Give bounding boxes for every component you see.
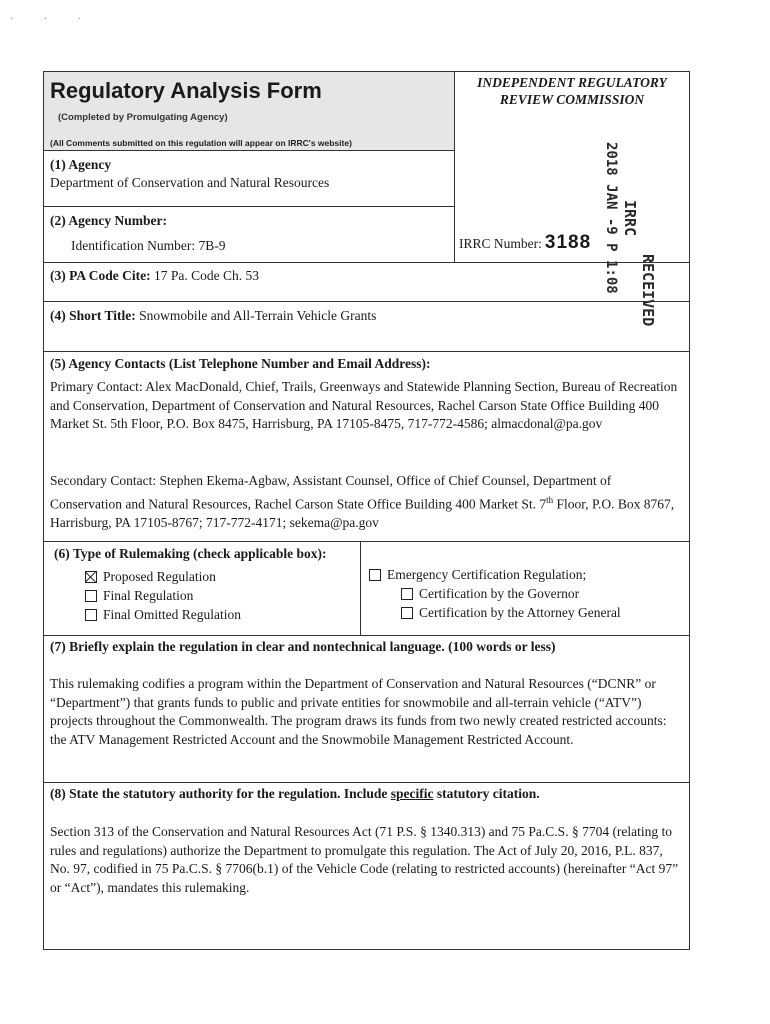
- option-cert-ag[interactable]: [401, 605, 621, 621]
- title-block: [44, 72, 454, 150]
- final-label: Final Regulation: [103, 588, 194, 603]
- authority-label-a: (8) State the statutory authority for the regulation. Include: [50, 786, 391, 801]
- cert-governor-checkbox[interactable]: [401, 588, 413, 600]
- final-omitted-checkbox[interactable]: [85, 609, 97, 621]
- cert-ag-label: Certification by the Attorney General: [419, 605, 621, 620]
- received-stamp-text: RECEIVED: [639, 254, 657, 327]
- irrc-heading-line2: REVIEW COMMISSION: [499, 92, 645, 107]
- pa-code-row: [50, 268, 259, 284]
- divider-agency-number-top: [44, 206, 454, 207]
- agency-number-label: (2) Agency Number:: [50, 213, 167, 228]
- form-title: Regulatory Analysis Form: [50, 78, 322, 103]
- secondary-contact: [50, 472, 682, 532]
- divider-irrc-column: [454, 72, 455, 262]
- rulemaking-label: (6) Type of Rulemaking (check applicable box):: [54, 546, 327, 561]
- final-omitted-label: Final Omitted Regulation: [103, 607, 241, 622]
- emergency-checkbox[interactable]: [369, 569, 381, 581]
- primary-contact: Primary Contact: Alex MacDonald, Chief, Trails, Greenways and Statewide Planning Section, Bureau of Recreation and Conservation, Department of Conservation and Natural Resources, Rachel Carson State Office Building 400 Market St. 5th Floor, P.O. Box 8475, Harrisburg, PA 17105-8475, 717-772-4586; almacdonal@pa.gov: [50, 379, 678, 431]
- date-stamp: [604, 142, 618, 294]
- divider-agency-top: [44, 150, 454, 151]
- authority-label-specific: specific: [390, 786, 434, 801]
- agency-label: (1) Agency: [50, 157, 112, 172]
- irrc-heading: [458, 74, 686, 108]
- received-stamp-irrc-text: IRRC: [621, 200, 639, 237]
- scan-speckles: · · ·: [10, 14, 95, 25]
- short-title-label: (4) Short Title:: [50, 308, 136, 323]
- secondary-contact-sup: th: [546, 494, 554, 505]
- irrc-number-label: IRRC Number:: [459, 236, 542, 251]
- secondary-contact-b: Floor, P.O. Box 8767, Harrisburg, PA 17105-8767; 717-772-4171; sekema@pa.gov: [50, 496, 675, 530]
- pa-code-value: 17 Pa. Code Ch. 53: [153, 268, 259, 283]
- authority-label-b: statutory citation.: [433, 786, 540, 801]
- regulatory-analysis-form: [43, 71, 690, 950]
- divider-explain-top: [44, 635, 689, 636]
- emergency-label: Emergency Certification Regulation;: [387, 567, 587, 582]
- contacts-label: (5) Agency Contacts (List Telephone Number and Email Address):: [50, 356, 431, 371]
- explain-label: (7) Briefly explain the regulation in clear and nontechnical language. (100 words or less): [50, 639, 556, 654]
- received-stamp-irrc: [622, 200, 637, 236]
- divider-rulemaking-top: [44, 541, 689, 542]
- divider-contacts-top: [44, 351, 689, 352]
- agency-number-value: Identification Number: 7B-9: [71, 238, 226, 253]
- authority-label: [50, 786, 540, 802]
- irrc-heading-line1: INDEPENDENT REGULATORY: [477, 75, 667, 90]
- short-title-row: [50, 308, 376, 324]
- form-subtitle: (Completed by Promulgating Agency): [58, 112, 228, 123]
- final-checkbox[interactable]: [85, 590, 97, 602]
- received-stamp: [640, 254, 655, 326]
- divider-authority-top: [44, 782, 689, 783]
- divider-short-title-top: [44, 301, 689, 302]
- divider-rulemaking-columns: [360, 541, 361, 635]
- option-final[interactable]: [85, 588, 193, 604]
- short-title-value: Snowmobile and All-Terrain Vehicle Grants: [139, 308, 377, 323]
- proposed-label: Proposed Regulation: [103, 569, 216, 584]
- secondary-contact-a: Secondary Contact: Stephen Ekema-Agbaw, Assistant Counsel, Office of Chief Counsel, Department of Conservation and Natural Resources, Rachel Carson State Office Building 400 Market St. 7: [50, 473, 612, 511]
- pa-code-label: (3) PA Code Cite:: [50, 268, 151, 283]
- irrc-number-value: 3188: [544, 232, 592, 253]
- option-final-omitted[interactable]: [85, 607, 241, 623]
- option-proposed[interactable]: [85, 569, 216, 585]
- authority-text: Section 313 of the Conservation and Natural Resources Act (71 P.S. § 1340.313) and 75 Pa.C.S. § 7704 (relating to rules and regulations) authorize the Department to promulgate this regulation. The Act of July 20, 2016, P.L. 837, No. 97, codified in 75 Pa.C.S. § 7706(b.1) of the Vehicle Code (relating to restricted accounts) (hereinafter “Act 97” or “Act”), mandates this rulemaking.: [50, 824, 679, 895]
- irrc-number: [459, 232, 591, 254]
- proposed-checkbox[interactable]: [85, 571, 97, 583]
- date-stamp-text: 2018 JAN -9 P 1:08: [603, 142, 619, 294]
- cert-governor-label: Certification by the Governor: [419, 586, 580, 601]
- option-cert-governor[interactable]: [401, 586, 579, 602]
- divider-pa-code-top: [44, 262, 689, 263]
- website-note: (All Comments submitted on this regulation will appear on IRRC's website): [50, 138, 352, 148]
- option-emergency[interactable]: [369, 567, 586, 583]
- explain-text: This rulemaking codifies a program within the Department of Conservation and Natural Resources (“DCNR” or “Department”) that grants funds to public and private entities for snowmobile and all-terrain vehicle (“ATV”) projects throughout the Commonwealth. The program draws its funds from two newly created restricted accounts: the ATV Management Restricted Account and the Snowmobile Management Restricted Account.: [50, 676, 667, 747]
- cert-ag-checkbox[interactable]: [401, 607, 413, 619]
- agency-value: Department of Conservation and Natural Resources: [50, 175, 330, 190]
